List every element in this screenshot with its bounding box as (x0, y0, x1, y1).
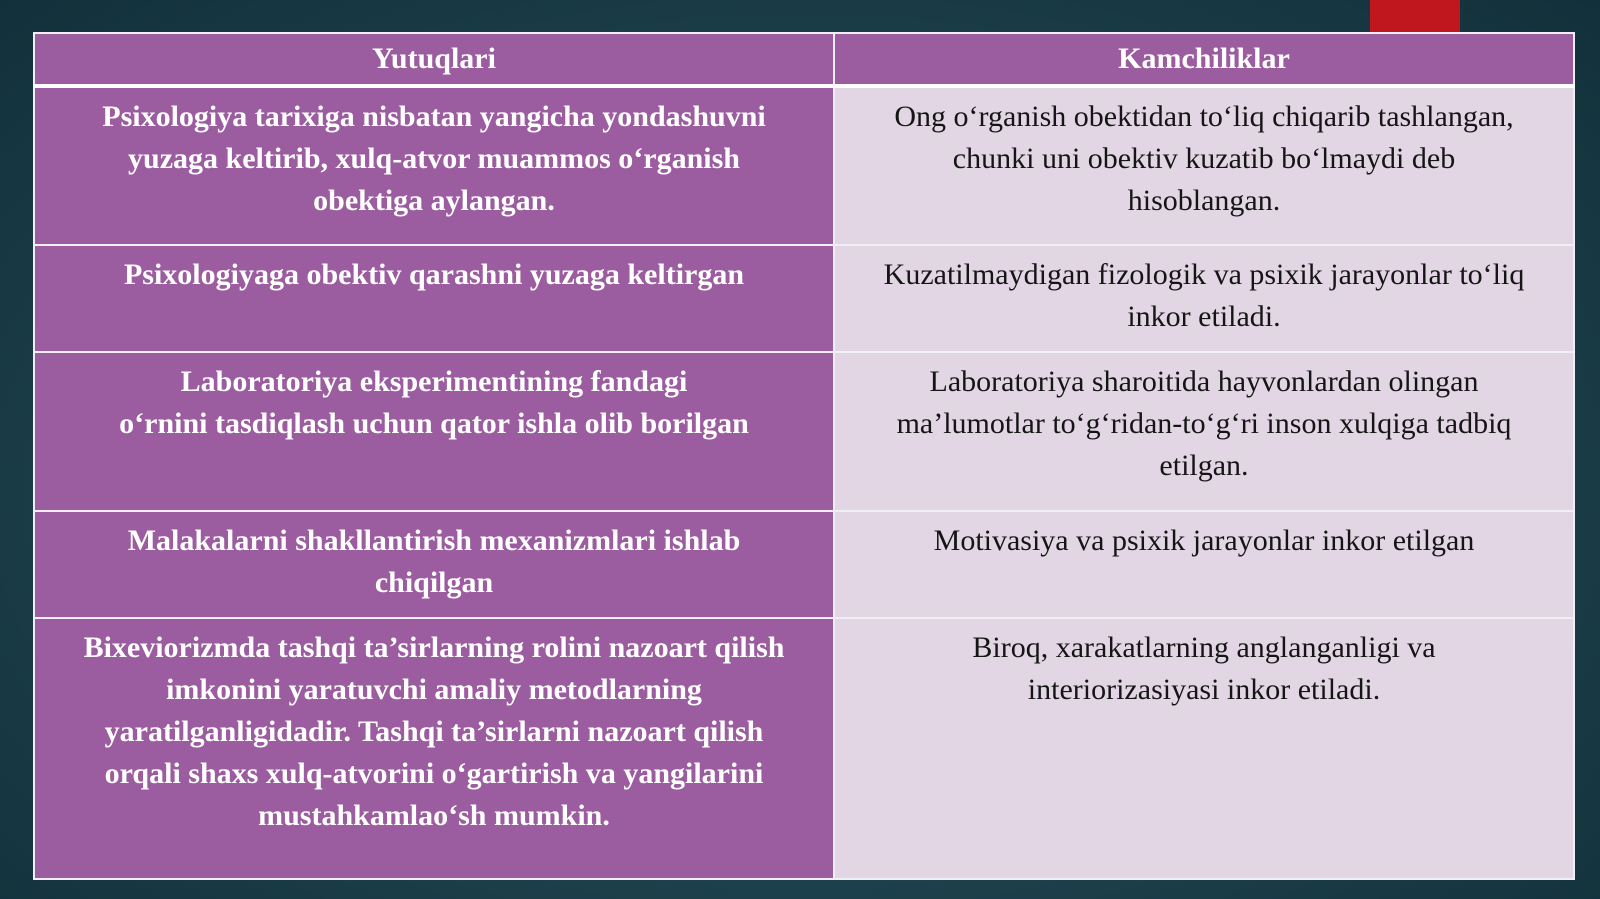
achievement-text: Laboratoriya eksperimentining fandagi o‘rnini tasdiqlash uchun qator ishla olib borilgan (119, 365, 749, 440)
achievement-cell (34, 511, 834, 618)
shortcoming-cell (834, 352, 1574, 511)
table-row (34, 86, 1574, 245)
comparison-table (33, 32, 1575, 880)
table-row (34, 618, 1574, 879)
shortcoming-cell (834, 245, 1574, 352)
achievement-cell (34, 86, 834, 245)
achievement-text: Malakalarni shakllantirish mexanizmlari ishlab chiqilgan (127, 523, 741, 599)
shortcoming-text: Biroq, xarakatlarning anglanganligi va interiorizasiyasi inkor etiladi. (972, 631, 1436, 706)
red-accent-bar (1370, 0, 1460, 32)
achievement-text: Psixologiya tarixiga nisbatan yangicha yondashuvni yuzaga keltirib, xulq-atvor muammos o‘rganish obektiga aylangan. (102, 100, 766, 217)
header-achievements: Yutuqlari (34, 33, 834, 86)
shortcoming-cell (834, 86, 1574, 245)
table-row (34, 511, 1574, 618)
achievement-cell (34, 245, 834, 352)
table-row (34, 352, 1574, 511)
shortcoming-text: Laboratoriya sharoitida hayvonlardan olingan ma’lumotlar to‘g‘ridan-to‘g‘ri inson xulqiga tadbiq etilgan. (896, 365, 1512, 482)
table-header-row (34, 33, 1574, 86)
achievement-cell (34, 618, 834, 879)
achievement-text: Psixologiyaga obektiv qarashni yuzaga keltirgan (123, 257, 745, 291)
shortcoming-text: Kuzatilmaydigan fizologik va psixik jarayonlar to‘liq inkor etiladi. (883, 257, 1525, 333)
achievement-cell (34, 352, 834, 511)
table-row (34, 245, 1574, 352)
shortcoming-text: Ong o‘rganish obektidan to‘liq chiqarib tashlangan, chunki uni obektiv kuzatib bo‘lmaydi deb hisoblangan. (894, 100, 1514, 217)
header-shortcomings: Kamchiliklar (834, 33, 1574, 86)
achievement-text: Bixeviorizmda tashqi ta’sirlarning rolini nazoart qilish imkonini yaratuvchi amaliy metodlarning yaratilganligidadir. Tashqi ta’sirlarni nazoart qilish orqali shaxs xulq-atvorini o‘gartirish va yangilarini mustahkamlao‘sh mumkin. (83, 631, 785, 832)
shortcoming-text: Motivasiya va psixik jarayonlar inkor etilgan (933, 523, 1475, 557)
shortcoming-cell (834, 618, 1574, 879)
shortcoming-cell (834, 511, 1574, 618)
